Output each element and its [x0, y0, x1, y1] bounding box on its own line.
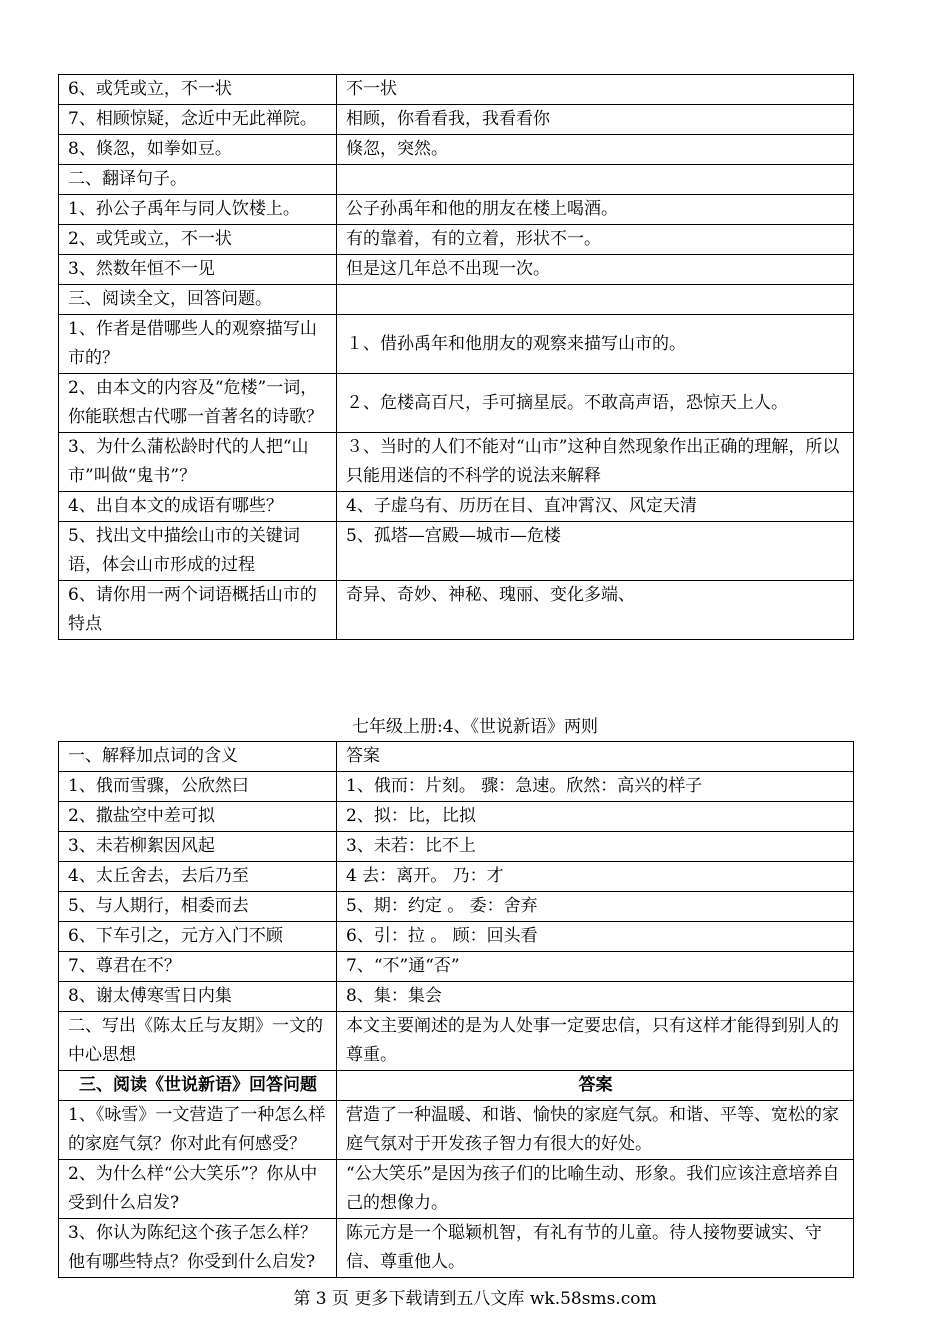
answer-cell: 2、拟：比，比拟: [337, 802, 854, 832]
question-cell: 6、或凭或立，不一状: [59, 75, 337, 105]
table-header-row: [59, 742, 854, 772]
answer-cell: 7、“不”通“否”: [337, 952, 854, 982]
table-row: [59, 922, 854, 952]
question-cell: 8、谢太傅寒雪日内集: [59, 982, 337, 1012]
answer-cell: 4、子虚乌有、历历在目、直冲霄汉、风定天清: [337, 492, 854, 522]
table-row: [59, 255, 854, 285]
table-row: [59, 105, 854, 135]
shanshi-answer-table: [58, 74, 854, 640]
question-cell: 2、为什么样“公大笑乐”？你从中受到什么启发?: [59, 1160, 337, 1219]
table-row: [59, 433, 854, 492]
answer-cell: 但是这几年总不出现一次。: [337, 255, 854, 285]
table-row: [59, 982, 854, 1012]
answer-cell: 本文主要阐述的是为人处事一定要忠信，只有这样才能得到别人的尊重。: [337, 1012, 854, 1071]
answer-header-cell: 答案: [337, 742, 854, 772]
question-cell: 2、由本文的内容及“危楼”一词，你能联想古代哪一首著名的诗歌？: [59, 374, 337, 433]
table-row: [59, 1012, 854, 1071]
question-cell: 7、尊君在不？: [59, 952, 337, 982]
question-cell: 2、撒盐空中差可拟: [59, 802, 337, 832]
question-cell: 7、相顾惊疑，念近中无此禅院。: [59, 105, 337, 135]
section-heading-cell: 一、解释加点词的含义: [59, 742, 337, 772]
table-row: [59, 492, 854, 522]
table-row: [59, 135, 854, 165]
answer-cell: 4 去：离开。 乃：才: [337, 862, 854, 892]
answer-cell: 不一状: [337, 75, 854, 105]
answer-cell: 公子孙禹年和他的朋友在楼上喝酒。: [337, 195, 854, 225]
question-cell: 5、与人期行，相委而去: [59, 892, 337, 922]
table-row: [59, 195, 854, 225]
table-row: [59, 522, 854, 581]
answer-cell: 3、未若：比不上: [337, 832, 854, 862]
question-cell: 3、为什么蒲松龄时代的人把“山市”叫做“鬼书”？: [59, 433, 337, 492]
question-cell: 1、作者是借哪些人的观察描写山市的？: [59, 315, 337, 374]
answer-cell: “公大笑乐”是因为孩子们的比喻生动、形象。我们应该注意培养自己的想像力。: [337, 1160, 854, 1219]
table-row: [59, 581, 854, 640]
question-cell: 6、请你用一两个词语概括山市的特点: [59, 581, 337, 640]
table-row: [59, 892, 854, 922]
table-row: [59, 802, 854, 832]
answer-cell: 有的靠着，有的立着，形状不一。: [337, 225, 854, 255]
question-cell: 6、下车引之，元方入门不顾: [59, 922, 337, 952]
section-title: 七年级上册:4、《世说新语》两则: [351, 717, 599, 737]
answer-cell: 1、俄而：片刻。 骤：急速。欣然：高兴的样子: [337, 772, 854, 802]
question-cell: 二、写出《陈太丘与友期》一文的中心思想: [59, 1012, 337, 1071]
table-row: [59, 772, 854, 802]
answer-cell: 8、集：集会: [337, 982, 854, 1012]
table-header-row: [59, 1071, 854, 1101]
question-cell: 8、倏忽，如拳如豆。: [59, 135, 337, 165]
question-cell: 1、《咏雪》一文营造了一种怎么样的家庭气氛？你对此有何感受？: [59, 1101, 337, 1160]
section-heading-cell: 二、翻译句子。: [59, 165, 337, 195]
question-cell: 2、或凭或立，不一状: [59, 225, 337, 255]
answer-cell: 倏忽，突然。: [337, 135, 854, 165]
question-cell: 4、太丘舍去，去后乃至: [59, 862, 337, 892]
question-cell: 3、你认为陈纪这个孩子怎么样？他有哪些特点？你受到什么启发?: [59, 1219, 337, 1278]
answer-cell: [337, 165, 854, 195]
table-row: [59, 1219, 854, 1278]
answer-cell: 奇异、奇妙、神秘、瑰丽、变化多端、: [337, 581, 854, 640]
question-cell: 3、然数年恒不一见: [59, 255, 337, 285]
page-footer: 第 3 页 更多下载请到五八文库 wk.58sms.com: [293, 1289, 657, 1309]
table-row: [59, 1160, 854, 1219]
answer-header-cell: 答案: [337, 1071, 854, 1101]
table-row: [59, 952, 854, 982]
answer-cell: ３、当时的人们不能对“山市”这种自然现象作出正确的理解，所以只能用迷信的不科学的说法来解释: [337, 433, 854, 492]
answer-cell: １、借孙禹年和他朋友的观察来描写山市的。: [337, 315, 854, 374]
question-cell: 4、出自本文的成语有哪些？: [59, 492, 337, 522]
section-heading-cell: 三、阅读《世说新语》回答问题: [59, 1071, 337, 1101]
answer-cell: [337, 285, 854, 315]
answer-cell: ２、危楼高百尺，手可摘星辰。不敢高声语，恐惊天上人。: [337, 374, 854, 433]
table-row: [59, 225, 854, 255]
table-row: [59, 165, 854, 195]
table-row: [59, 75, 854, 105]
table-row: [59, 1101, 854, 1160]
answer-cell: 5、孤塔—宫殿—城市—危楼: [337, 522, 854, 581]
question-cell: 1、孙公子禹年与同人饮楼上。: [59, 195, 337, 225]
table-row: [59, 862, 854, 892]
section-heading-cell: 三、阅读全文，回答问题。: [59, 285, 337, 315]
answer-cell: 6、引：拉 。 顾：回头看: [337, 922, 854, 952]
shishuo-xinyu-answer-table: [58, 741, 854, 1278]
question-cell: 5、找出文中描绘山市的关键词语，体会山市形成的过程: [59, 522, 337, 581]
question-cell: 1、俄而雪骤，公欣然曰: [59, 772, 337, 802]
answer-cell: 营造了一种温暖、和谐、愉快的家庭气氛。和谐、平等、宽松的家庭气氛对于开发孩子智力有很大的好处。: [337, 1101, 854, 1160]
question-cell: 3、未若柳絮因风起: [59, 832, 337, 862]
table-row: [59, 832, 854, 862]
table-row: [59, 285, 854, 315]
table-row: [59, 374, 854, 433]
answer-cell: 5、期：约定 。 委：舍弃: [337, 892, 854, 922]
answer-cell: 相顾，你看看我，我看看你: [337, 105, 854, 135]
answer-cell: 陈元方是一个聪颖机智，有礼有节的儿童。待人接物要诚实、守信、尊重他人。: [337, 1219, 854, 1278]
table-row: [59, 315, 854, 374]
